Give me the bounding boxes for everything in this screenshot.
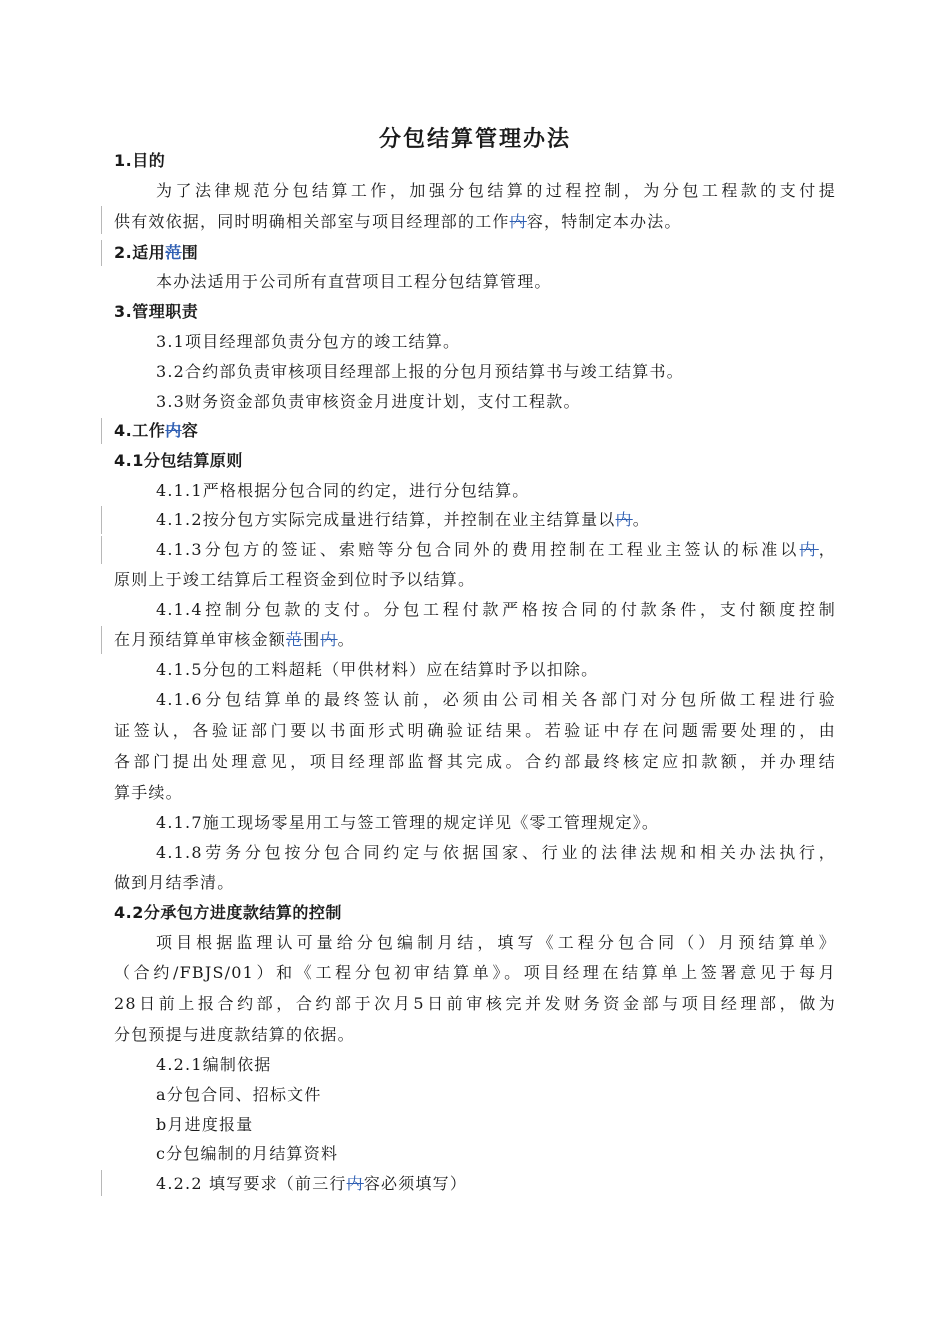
paragraph-line: 在月预结算单审核金额范围内。	[114, 630, 355, 649]
change-bar	[101, 506, 102, 534]
section-heading: 2.适用范围	[114, 243, 199, 262]
paragraph-line: 4.1.1严格根据分包合同的约定，进行分包结算。	[156, 481, 530, 500]
paragraph-line: 项目根据监理认可量给分包编制月结，填写《工程分包合同（）月预结算单》	[156, 933, 836, 952]
change-bar	[101, 536, 102, 564]
revision-deletion: 内	[615, 510, 633, 529]
change-bar	[101, 626, 102, 654]
paragraph-line: 4.2.1编制依据	[156, 1055, 272, 1074]
subsection-heading: 4.2分承包方进度款结算的控制	[114, 903, 342, 922]
paragraph-line: 3.3财务资金部负责审核资金月进度计划，支付工程款。	[156, 392, 581, 411]
paragraph-line: 3.2合约部负责审核项目经理部上报的分包月预结算书与竣工结算书。	[156, 362, 684, 381]
paragraph-line: 3.1项目经理部负责分包方的竣工结算。	[156, 332, 461, 351]
paragraph-line: 算手续。	[114, 783, 183, 802]
section-heading: 3.管理职责	[114, 302, 199, 321]
paragraph-line: 4.1.4控制分包款的支付。分包工程付款严格按合同的付款条件，支付额度控制	[156, 600, 836, 619]
section-heading: 1.目的	[114, 151, 166, 170]
paragraph-line: 28日前上报合约部，合约部于次月5日前审核完并发财务资金部与项目经理部，做为	[114, 994, 836, 1013]
paragraph-line: 各部门提出处理意见，项目经理部监督其完成。合约部最终核定应扣款额，并办理结	[114, 752, 836, 771]
revision-deletion: 范	[165, 243, 182, 262]
page-title: 分包结算管理办法	[378, 127, 571, 152]
paragraph-line: 4.1.3分包方的签证、索赔等分包合同外的费用控制在工程业主签认的标准以内，	[156, 540, 836, 559]
paragraph-line: 4.1.2按分包方实际完成量进行结算，并控制在业主结算量以内。	[156, 510, 650, 529]
subsection-heading: 4.1分包结算原则	[114, 451, 243, 470]
paragraph-line: 4.2.2 填写要求（前三行内容必须填写）	[156, 1174, 468, 1193]
paragraph-line: 4.1.7施工现场零星用工与签工管理的规定详见《零工管理规定》。	[156, 813, 660, 832]
paragraph-line: 4.1.5分包的工料超耗（甲供材料）应在结算时予以扣除。	[156, 660, 599, 679]
list-item: a分包合同、招标文件	[156, 1085, 322, 1104]
paragraph-line: 证签认，各验证部门要以书面形式明确验证结果。若验证中存在问题需要处理的，由	[114, 721, 836, 740]
paragraph-line: 做到月结季清。	[114, 873, 235, 892]
paragraph-line: 本办法适用于公司所有直营项目工程分包结算管理。	[156, 272, 552, 291]
paragraph-line: （合约/FBJS/01）和《工程分包初审结算单》。项目经理在结算单上签署意见于每月	[114, 963, 836, 982]
paragraph-line: 4.1.6分包结算单的最终签认前，必须由公司相关各部门对分包所做工程进行验	[156, 690, 836, 709]
revision-deletion: 范	[286, 630, 304, 649]
paragraph-line: 分包预提与进度款结算的依据。	[114, 1025, 355, 1044]
paragraph-line: 4.1.8劳务分包按分包合同约定与依据国家、行业的法律法规和相关办法执行，	[156, 843, 836, 862]
paragraph-line: 供有效依据，同时明确相关部室与项目经理部的工作内容，特制定本办法。	[114, 212, 682, 231]
paragraph-line: 原则上于竣工结算后工程资金到位时予以结算。	[114, 570, 476, 589]
revision-deletion: 内	[509, 212, 527, 231]
list-item: c分包编制的月结算资料	[156, 1144, 339, 1163]
revision-deletion: 内	[320, 630, 338, 649]
revision-deletion: 内	[165, 421, 182, 440]
list-item: b月进度报量	[156, 1115, 254, 1134]
change-bar	[101, 418, 102, 444]
change-bar	[101, 206, 102, 234]
change-bar	[101, 240, 102, 266]
section-heading: 4.工作内容	[114, 421, 199, 440]
paragraph-line: 为了法律规范分包结算工作，加强分包结算的过程控制，为分包工程款的支付提	[156, 181, 836, 200]
revision-deletion: 内	[346, 1174, 364, 1193]
revision-deletion: 内	[799, 540, 819, 559]
change-bar	[101, 1170, 102, 1196]
